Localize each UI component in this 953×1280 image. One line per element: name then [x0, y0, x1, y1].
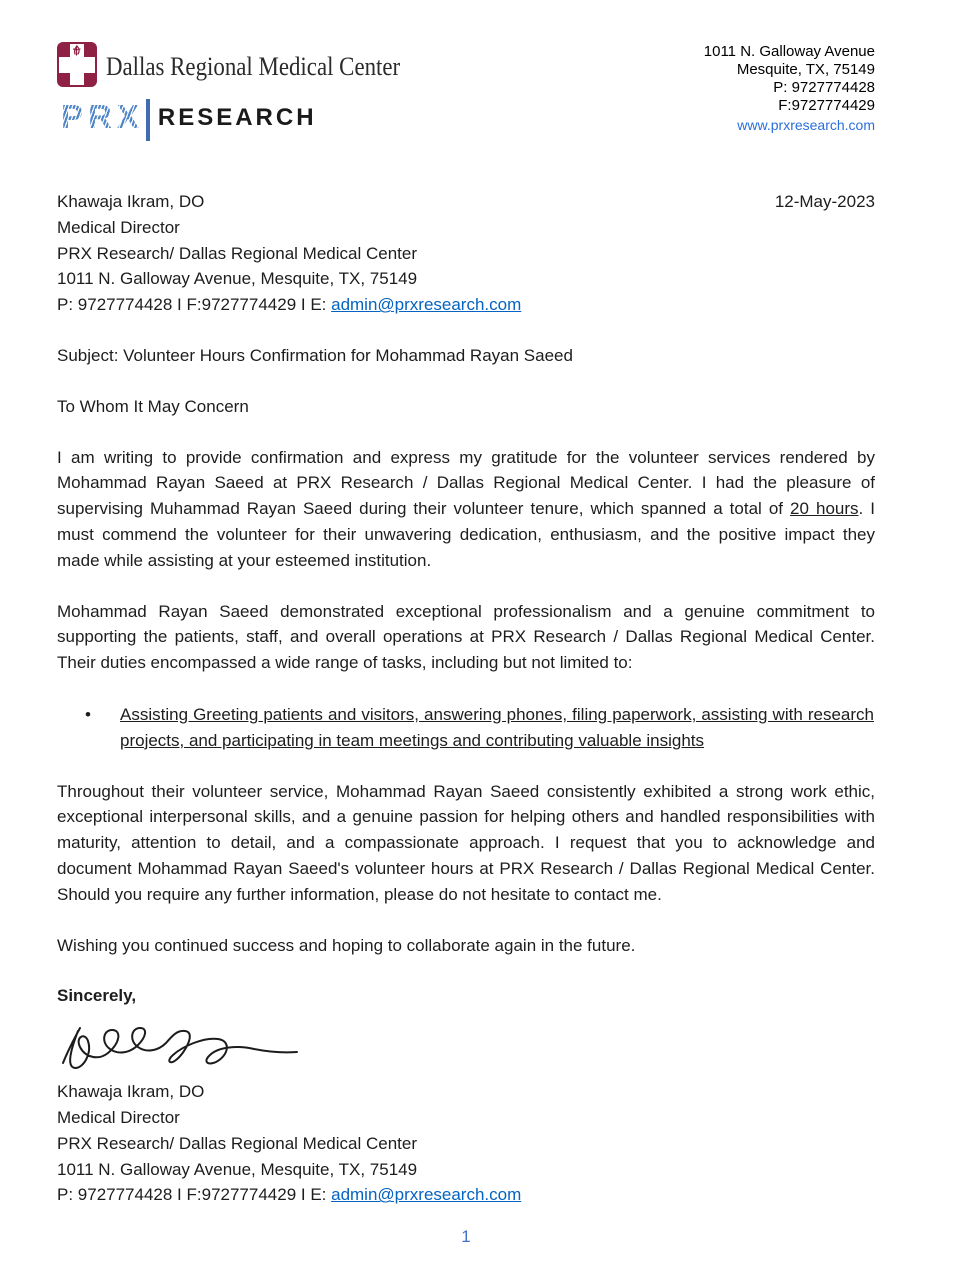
prx-research-logo	[61, 99, 440, 133]
signature-image	[57, 1017, 875, 1079]
letterhead-contact-block	[704, 42, 875, 134]
subject-line: Subject: Volunteer Hours Confirmation for Mohammad Rayan Saeed	[57, 345, 573, 365]
logo-divider-bar	[146, 99, 150, 141]
signoff: Sincerely,	[57, 986, 137, 1006]
letterhead-phone: P: 9727774428	[773, 79, 875, 96]
sender-contact-prefix: P: 9727774428 I F:9727774429 I E:	[57, 1185, 332, 1205]
letterhead	[57, 42, 875, 134]
sender-title: Medical Director	[57, 1107, 180, 1127]
paragraph-1-text-before: I am writing to provide confirmation and express my gratitude for the volunteer services rendered by Mohammad Rayan Saeed at PRX Research / Dallas Regional Medical Center. I had the pleasure of supervising Muhammad Rayan Saeed during their volunteer tenure, which spanned a total of	[57, 447, 875, 519]
recipient-organization: PRX Research/ Dallas Regional Medical Center	[57, 243, 417, 263]
recipient-name: Khawaja Ikram, DO	[57, 192, 205, 211]
letter-date: 12-May-2023	[774, 192, 875, 211]
page-number: 1	[461, 1227, 471, 1247]
recipient-contact-line	[57, 292, 875, 318]
paragraph-1	[57, 445, 875, 574]
sender-name: Khawaja Ikram, DO	[57, 1082, 205, 1102]
recipient-block	[57, 189, 875, 318]
website-link[interactable]: www.prxresearch.com	[737, 117, 875, 133]
closing-line: Wishing you continued success and hoping to collaborate again in the future.	[57, 935, 636, 955]
duties-list-text: Assisting Greeting patients and visitors, answering phones, filing paperwork, assisting with research projects, and participating in team meetings and contributing valuable insights	[120, 704, 874, 750]
bullet-marker: •	[85, 704, 91, 724]
hospital-name: Dallas Regional Medical Center	[106, 52, 401, 81]
logo-block	[57, 42, 440, 133]
research-wordmark: RESEARCH	[157, 104, 317, 131]
paragraph-1-text-after: . I must commend the volunteer for their unwavering dedication, enthusiasm, and the positive impact they made while assisting at your esteemed institution.	[57, 499, 875, 570]
salutation: To Whom It May Concern	[57, 396, 249, 416]
paragraph-2: Mohammad Rayan Saeed demonstrated exceptional professionalism and a genuine commitment to supporting the patients, staff, and overall operations at PRX Research / Dallas Regional Medical Center. Their duties encompassed a wide range of tasks, including but not limited to:	[57, 601, 875, 673]
sender-email-link[interactable]: admin@prxresearch.com	[331, 1185, 522, 1205]
letter-body	[57, 189, 875, 1250]
letterhead-address-line1: 1011 N. Galloway Avenue	[703, 43, 875, 60]
paragraph-3: Throughout their volunteer service, Mohammad Rayan Saeed consistently exhibited a strong work ethic, exceptional interpersonal skills, and a genuine passion for helping others and handled responsibilities with maturity, attention to detail, and a compassionate approach. I request that you to acknowledge and document Mohammad Rayan Saeed's volunteer hours at PRX Research / Dallas Regional Medical Center. Should you require any further information, please do not hesitate to contact me.	[57, 781, 875, 904]
letterhead-fax: F:9727774429	[778, 97, 875, 114]
sender-organization: PRX Research/ Dallas Regional Medical Center	[57, 1133, 417, 1153]
recipient-address: 1011 N. Galloway Avenue, Mesquite, TX, 75149	[57, 269, 418, 289]
sender-block	[57, 1079, 875, 1208]
prx-wordmark: PRX	[61, 98, 144, 135]
sender-contact-line	[57, 1182, 875, 1208]
sender-address: 1011 N. Galloway Avenue, Mesquite, TX, 75149	[57, 1159, 418, 1179]
recipient-contact-prefix: P: 9727774428 I F:9727774429 I E:	[57, 295, 332, 315]
hospital-logo	[57, 42, 440, 92]
hospital-cross-icon	[57, 42, 97, 92]
letterhead-address-line2: Mesquite, TX, 75149	[736, 61, 875, 78]
volunteer-hours-emphasis: 20 hours	[790, 499, 859, 519]
recipient-title: Medical Director	[57, 217, 180, 237]
duties-list-item	[57, 702, 875, 754]
recipient-email-link[interactable]: admin@prxresearch.com	[331, 295, 522, 315]
